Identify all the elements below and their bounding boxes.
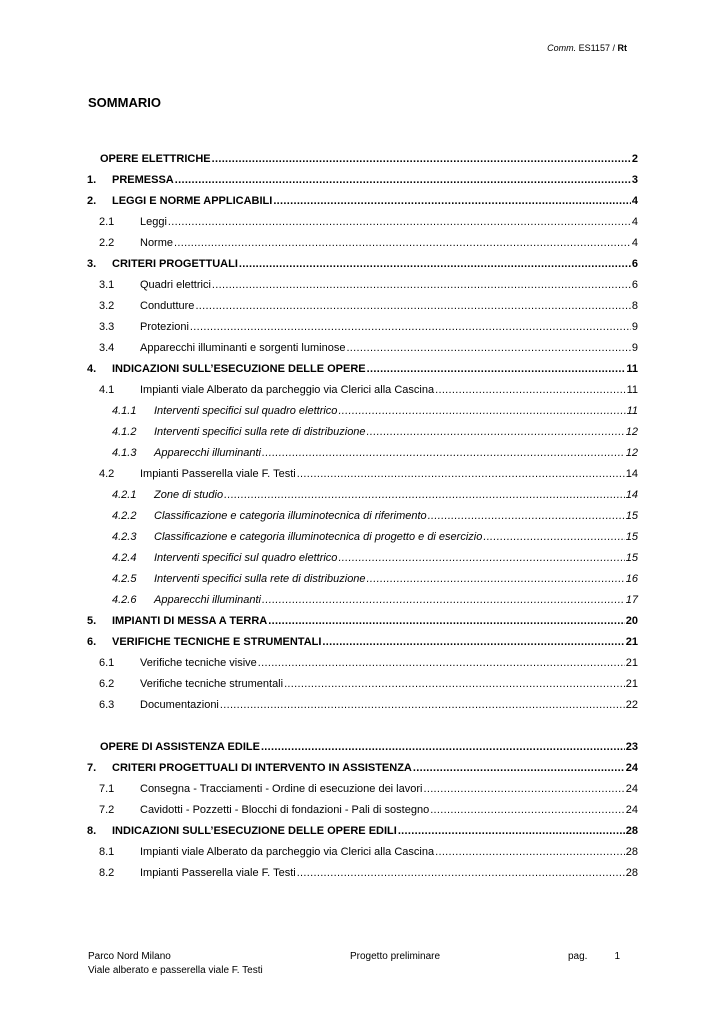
- toc-leader-dots: [268, 615, 625, 627]
- toc-entry-title: Cavidotti - Pozzetti - Blocchi di fondazioni - Pali di sostegno: [140, 804, 430, 816]
- toc-entry-page: 6: [631, 279, 638, 291]
- toc-leader-dots: [195, 300, 630, 312]
- toc-entry-number: 6.: [87, 636, 97, 648]
- toc-leader-dots: [435, 846, 625, 858]
- toc-entry-title: Leggi: [140, 216, 167, 228]
- toc-entry-page: 28: [625, 867, 638, 879]
- toc-entry[interactable]: [87, 783, 638, 804]
- toc-entry[interactable]: [87, 300, 638, 321]
- toc-entry-page: 20: [625, 615, 638, 627]
- toc-entry-number: 5.: [87, 615, 97, 627]
- toc-entry-number: 4.1.1: [112, 405, 137, 417]
- toc-leader-dots: [483, 531, 624, 543]
- toc-entry-number: 2.2: [99, 237, 115, 249]
- toc-entry[interactable]: [87, 531, 638, 552]
- toc-entry-number: 8.2: [99, 867, 115, 879]
- toc-leader-dots: [168, 216, 631, 228]
- toc-entry[interactable]: [87, 615, 638, 636]
- toc-entry[interactable]: [87, 867, 638, 888]
- toc-leader-dots: [423, 783, 624, 795]
- toc-entry-title: Apparecchi illuminanti: [154, 447, 261, 459]
- toc-entry[interactable]: [87, 342, 638, 363]
- toc-entry-title: INDICAZIONI SULL’ESECUZIONE DELLE OPERE EDILI: [112, 825, 397, 837]
- toc-entry-page: 28: [625, 825, 638, 837]
- toc-entry-title: Documentazioni: [140, 699, 219, 711]
- toc-entry-page: 22: [625, 699, 638, 711]
- footer-left: [88, 950, 263, 978]
- toc-entry-title: Interventi specifici sulla rete di distribuzione: [154, 573, 366, 585]
- toc-entry-title: PREMESSA: [112, 174, 174, 186]
- toc-entry[interactable]: [87, 846, 638, 867]
- toc-entry-page: 21: [625, 678, 638, 690]
- toc-entry-title: Interventi specifici sul quadro elettrico: [154, 405, 338, 417]
- toc-entry-number: 6.1: [99, 657, 115, 669]
- toc-entry-page: 9: [631, 321, 638, 333]
- toc-entry-title: Classificazione e categoria illuminotecnica di progetto e di esercizio: [154, 531, 483, 543]
- toc-leader-dots: [262, 447, 625, 459]
- toc-entry-number: 7.2: [99, 804, 115, 816]
- toc-entry[interactable]: [87, 195, 638, 216]
- toc-entry[interactable]: [87, 237, 638, 258]
- toc-entry-page: 14: [625, 468, 638, 480]
- toc-entry-title: Verifiche tecniche visive: [140, 657, 257, 669]
- toc-leader-dots: [258, 657, 625, 669]
- toc-entry[interactable]: [87, 573, 638, 594]
- toc-entry-title: Apparecchi illuminanti e sorgenti luminose: [140, 342, 346, 354]
- toc-entry-number: 3.3: [99, 321, 115, 333]
- toc-leader-dots: [428, 510, 625, 522]
- toc-leader-dots: [261, 741, 625, 753]
- toc-entry-title: INDICAZIONI SULL’ESECUZIONE DELLE OPERE: [112, 363, 366, 375]
- toc-entry-number: 8.1: [99, 846, 115, 858]
- toc-entry[interactable]: [87, 804, 638, 825]
- toc-entry-title: Apparecchi illuminanti: [154, 594, 261, 606]
- header-sep: /: [612, 43, 615, 53]
- toc-entry-number: 3.2: [99, 300, 115, 312]
- toc-entry-title: VERIFICHE TECNICHE E STRUMENTALI: [112, 636, 322, 648]
- toc-entry-page: 28: [625, 846, 638, 858]
- toc-entry-page: 3: [631, 174, 638, 186]
- toc-entry-title: Verifiche tecniche strumentali: [140, 678, 284, 690]
- toc-leader-dots: [346, 342, 630, 354]
- toc-leader-dots: [224, 489, 625, 501]
- toc-leader-dots: [174, 237, 631, 249]
- toc-entry[interactable]: [87, 594, 638, 615]
- toc-entry-title: Impianti Passerella viale F. Testi: [140, 867, 296, 879]
- toc-entry-number: 4.2.1: [112, 489, 137, 501]
- toc-entry-page: 15: [625, 552, 638, 564]
- toc-entry-title: Impianti Passerella viale F. Testi: [140, 468, 296, 480]
- toc-entry-page: 15: [625, 531, 638, 543]
- toc-entry-page: 6: [631, 258, 638, 270]
- toc-entry-number: 4.2.6: [112, 594, 137, 606]
- toc-entry[interactable]: [87, 636, 638, 657]
- toc-leader-dots: [220, 699, 625, 711]
- toc-entry-number: 8.: [87, 825, 97, 837]
- toc-entry-title: Norme: [140, 237, 174, 249]
- toc-entry-number: 4.2: [99, 468, 115, 480]
- toc-entry-title: CRITERI PROGETTUALI DI INTERVENTO IN ASSISTENZA: [112, 762, 412, 774]
- toc-entry-number: 4.1.2: [112, 426, 137, 438]
- toc-entry-page: 21: [625, 636, 638, 648]
- toc-entry[interactable]: [87, 699, 638, 720]
- toc-entry-page: 4: [631, 237, 638, 249]
- toc-entry-page: 11: [626, 405, 638, 417]
- header-rt: Rt: [617, 43, 627, 53]
- toc-leader-dots: [367, 363, 626, 375]
- toc-entry-number: 6.3: [99, 699, 115, 711]
- toc-entry-number: 3.4: [99, 342, 115, 354]
- toc-leader-dots: [262, 594, 625, 606]
- page-header: [547, 43, 627, 53]
- toc-entry-page: 12: [625, 447, 638, 459]
- toc-leader-dots: [239, 258, 631, 270]
- toc-entry[interactable]: [87, 552, 638, 573]
- toc-leader-dots: [398, 825, 625, 837]
- footer-org: Parco Nord Milano: [88, 951, 171, 962]
- toc-entry[interactable]: [87, 363, 638, 384]
- toc-entry-title: Interventi specifici sul quadro elettrico: [154, 552, 338, 564]
- toc-entry-number: 4.1: [99, 384, 115, 396]
- page-title: SOMMARIO: [88, 95, 161, 110]
- toc-entry-page: 21: [625, 657, 638, 669]
- toc-entry-number: 1.: [87, 174, 97, 186]
- toc-entry-number: 4.2.5: [112, 573, 137, 585]
- toc-leader-dots: [367, 426, 625, 438]
- toc-entry-title: Condutture: [140, 300, 195, 312]
- toc-entry[interactable]: [87, 279, 638, 300]
- header-code: ES1157: [578, 43, 610, 53]
- toc-entry-page: 11: [626, 363, 638, 375]
- toc-entry-number: 3.: [87, 258, 97, 270]
- toc-entry-title: IMPIANTI DI MESSA A TERRA: [112, 615, 268, 627]
- toc-leader-dots: [338, 405, 625, 417]
- toc-entry-number: 4.1.3: [112, 447, 137, 459]
- toc-entry-number: 7.1: [99, 783, 115, 795]
- toc-entry[interactable]: [87, 216, 638, 237]
- toc-entry[interactable]: [87, 447, 638, 468]
- table-of-contents: [87, 153, 638, 888]
- toc-entry[interactable]: [87, 762, 638, 783]
- toc-leader-dots: [175, 174, 631, 186]
- toc-entry-title: Protezioni: [140, 321, 189, 333]
- toc-entry-title: Impianti viale Alberato da parcheggio via Clerici alla Cascina: [140, 846, 435, 858]
- toc-entry-page: 14: [625, 489, 638, 501]
- toc-entry-number: 3.1: [99, 279, 115, 291]
- toc-entry-page: 17: [625, 594, 638, 606]
- toc-entry-page: 4: [631, 216, 638, 228]
- toc-leader-dots: [430, 804, 625, 816]
- footer-project: Progetto preliminare: [350, 951, 441, 962]
- toc-entry[interactable]: [87, 825, 638, 846]
- toc-entry-title: LEGGI E NORME APPLICABILI: [112, 195, 273, 207]
- toc-entry-title: Classificazione e categoria illuminotecnica di riferimento: [154, 510, 427, 522]
- toc-entry-page: 11: [626, 384, 638, 396]
- toc-entry-page: 24: [625, 783, 638, 795]
- toc-entry-title: OPERE ELETTRICHE: [100, 153, 211, 165]
- toc-entry-page: 9: [631, 342, 638, 354]
- toc-gap: [87, 720, 638, 741]
- toc-entry-page: 24: [625, 804, 638, 816]
- toc-leader-dots: [338, 552, 624, 564]
- toc-entry-page: 23: [625, 741, 638, 753]
- toc-entry-title: Consegna - Tracciamenti - Ordine di esecuzione dei lavori: [140, 783, 423, 795]
- toc-leader-dots: [367, 573, 625, 585]
- toc-leader-dots: [297, 867, 625, 879]
- toc-leader-dots: [322, 636, 624, 648]
- toc-entry-page: 12: [625, 426, 638, 438]
- toc-entry-title: Impianti viale Alberato da parcheggio via Clerici alla Cascina: [140, 384, 435, 396]
- toc-entry[interactable]: [87, 426, 638, 447]
- footer-page-number: 1: [614, 951, 620, 962]
- toc-leader-dots: [413, 762, 625, 774]
- toc-entry-page: 8: [631, 300, 638, 312]
- toc-entry-number: 4.2.3: [112, 531, 137, 543]
- toc-entry[interactable]: [87, 405, 638, 426]
- toc-leader-dots: [284, 678, 625, 690]
- toc-entry-title: Zone di studio: [154, 489, 224, 501]
- toc-entry[interactable]: [87, 468, 638, 489]
- toc-entry-title: CRITERI PROGETTUALI: [112, 258, 238, 270]
- toc-entry[interactable]: [87, 384, 638, 405]
- toc-leader-dots: [212, 279, 631, 291]
- toc-entry-number: 4.: [87, 363, 97, 375]
- toc-leader-dots: [190, 321, 631, 333]
- toc-entry[interactable]: [87, 174, 638, 195]
- toc-entry-page: 2: [631, 153, 638, 165]
- toc-entry[interactable]: [87, 657, 638, 678]
- toc-entry[interactable]: [87, 510, 638, 531]
- toc-leader-dots: [435, 384, 625, 396]
- toc-entry-page: 24: [625, 762, 638, 774]
- toc-entry[interactable]: [87, 678, 638, 699]
- toc-leader-dots: [273, 195, 631, 207]
- footer-subject: Viale alberato e passerella viale F. Testi: [88, 965, 263, 976]
- toc-leader-dots: [212, 153, 631, 165]
- toc-entry-page: 15: [625, 510, 638, 522]
- toc-entry[interactable]: [87, 489, 638, 510]
- toc-entry-page: 4: [631, 195, 638, 207]
- toc-entry-number: 4.2.2: [112, 510, 137, 522]
- toc-entry-title: OPERE DI ASSISTENZA EDILE: [100, 741, 260, 753]
- toc-entry[interactable]: [87, 321, 638, 342]
- toc-entry-page: 16: [625, 573, 638, 585]
- toc-leader-dots: [297, 468, 625, 480]
- toc-entry-number: 4.2.4: [112, 552, 137, 564]
- toc-entry-number: 2.: [87, 195, 97, 207]
- toc-entry[interactable]: [87, 741, 638, 762]
- footer-page-label: pag.: [568, 951, 588, 962]
- toc-entry-title: Quadri elettrici: [140, 279, 211, 291]
- toc-entry[interactable]: [87, 153, 638, 174]
- header-comm: Comm.: [547, 43, 577, 53]
- toc-entry-number: 7.: [87, 762, 97, 774]
- toc-entry-title: Interventi specifici sulla rete di distribuzione: [154, 426, 366, 438]
- toc-entry[interactable]: [87, 258, 638, 279]
- toc-entry-number: 2.1: [99, 216, 115, 228]
- toc-entry-number: 6.2: [99, 678, 115, 690]
